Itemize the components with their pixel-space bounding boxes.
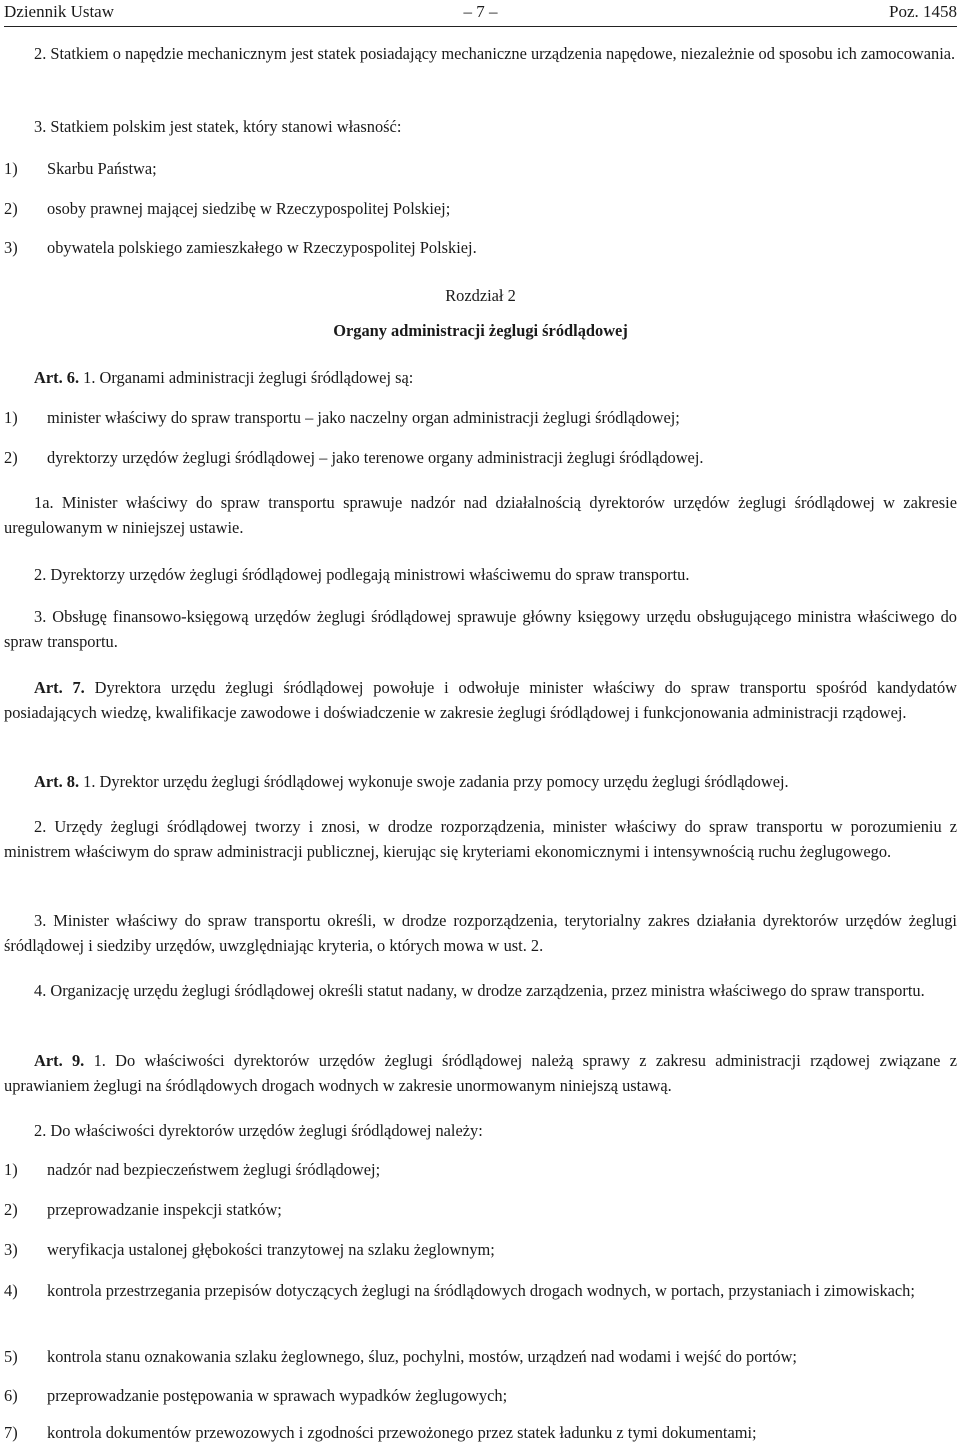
list-item-text: przeprowadzanie postępowania w sprawach wypadków żeglugowych; xyxy=(47,1386,508,1405)
article-text: 1. Do właściwości dyrektorów urzędów żeglugi śródlądowej należą sprawy z zakresu administracji rządowej związane z uprawianiem żeglugi na śródlądowych drogach wodnych w zakresie unormowanym niniejszą ustawą. xyxy=(4,1051,957,1095)
list-item-text: osoby prawnej mającej siedzibę w Rzeczypospolitej Polskiej; xyxy=(47,199,451,218)
list-item-text: nadzór nad bezpieczeństwem żeglugi śródlądowej; xyxy=(47,1160,381,1179)
article-text: Dyrektora urzędu żeglugi śródlądowej powołuje i odwołuje minister właściwy do spraw transportu spośród kandydatów posiadających wiedzę, kwalifikacje zawodowe i doświadczenie w zakresie żeglugi śródlądowej i funkcjonowania administracji rządowej. xyxy=(4,678,958,722)
journal-title: Dziennik Ustaw xyxy=(4,2,115,21)
article-6-intro xyxy=(4,366,957,391)
article-8-paragraph-1 xyxy=(4,770,957,795)
list-item-number: 3) xyxy=(4,238,18,257)
paragraph-3: 3. Obsługę finansowo-księgową urzędów żeglugi śródlądowej sprawuje główny księgowy urzędu obsługującego ministra właściwego do spraw transportu. xyxy=(4,607,957,651)
article-9-paragraph-1 xyxy=(4,1049,957,1098)
article-8-paragraph-3: 3. Minister właściwy do spraw transportu określi, w drodze rozporządzenia, terytorialny zakres działania dyrektorów urzędów żeglugi śródlądowej i siedziby urzędów, uwzględniając kryteria, o których mowa w ust. 2. xyxy=(4,911,957,955)
article-7 xyxy=(4,676,957,725)
list-item-text: Skarbu Państwa; xyxy=(47,159,157,178)
list-item-number: 6) xyxy=(4,1386,18,1405)
list-item-text: minister właściwy do spraw transportu – jako naczelny organ administracji żeglugi śródlądowej; xyxy=(47,408,680,427)
list-item-number: 3) xyxy=(4,1240,18,1259)
article-label: Art. 6. xyxy=(34,368,80,387)
paragraph-1a: 1a. Minister właściwy do spraw transportu sprawuje nadzór nad działalnością dyrektorów urzędów żeglugi śródlądowej w zakresie uregulowanym w niniejszej ustawie. xyxy=(4,493,957,537)
page-header xyxy=(4,0,957,27)
article-text: 1. Dyrektor urzędu żeglugi śródlądowej wykonuje swoje zadania przy pomocy urzędu żeglugi śródlądowej. xyxy=(79,772,789,791)
list-item-text: kontrola dokumentów przewozowych i zgodności przewożonego przez statek ładunku z tymi dokumentami; xyxy=(47,1423,757,1442)
list-item-text: przeprowadzanie inspekcji statków; xyxy=(47,1200,282,1219)
list-item-number: 2) xyxy=(4,1200,18,1219)
article-9-paragraph-2: 2. Do właściwości dyrektorów urzędów żeglugi śródlądowej należy: xyxy=(34,1121,483,1140)
article-8-paragraph-4: 4. Organizację urzędu żeglugi śródlądowej określi statut nadany, w drodze zarządzenia, przez ministra właściwego do spraw transportu. xyxy=(34,981,925,1000)
list-item-text: dyrektorzy urzędów żeglugi śródlądowej – jako terenowe organy administracji żeglugi śródlądowej. xyxy=(47,448,704,467)
paragraph-statek-polski: 3. Statkiem polskim jest statek, który stanowi własność: xyxy=(34,117,402,136)
list-item-number: 2) xyxy=(4,448,18,467)
paragraph-2: 2. Dyrektorzy urzędów żeglugi śródlądowej podlegają ministrowi właściwemu do spraw transportu. xyxy=(34,565,690,584)
paragraph-statek-mechaniczny: 2. Statkiem o napędzie mechanicznym jest statek posiadający mechaniczne urządzenia napędowe, niezależnie od sposobu ich zamocowania. xyxy=(34,44,956,63)
list-item-number: 4) xyxy=(4,1281,18,1300)
article-label: Art. 8. xyxy=(34,772,80,791)
list-item-text: kontrola stanu oznakowania szlaku żeglownego, śluz, pochylni, mostów, urządzeń nad wodami i wejść do portów; xyxy=(47,1347,797,1366)
list-item-number: 1) xyxy=(4,1160,18,1179)
article-8-paragraph-2: 2. Urzędy żeglugi śródlądowej tworzy i znosi, w drodze rozporządzenia, minister właściwy do spraw transportu w porozumieniu z ministrem właściwym do spraw administracji publicznej, kierując się kryteriami ekonomicznymi i intensywnością ruchu żeglugowego. xyxy=(4,817,957,861)
page-number: – 7 – xyxy=(463,2,498,21)
list-item-number: 1) xyxy=(4,159,18,178)
list-item-number: 7) xyxy=(4,1423,18,1442)
list-item-text: kontrola przestrzegania przepisów dotyczących żeglugi na śródlądowych drogach wodnych, w portach, przystaniach i zimowiskach; xyxy=(47,1281,915,1300)
list-item-number: 2) xyxy=(4,199,18,218)
position-number: Poz. 1458 xyxy=(889,2,957,21)
list-item-number: 1) xyxy=(4,408,18,427)
chapter-title: Organy administracji żeglugi śródlądowej xyxy=(333,321,628,340)
article-label: Art. 9. xyxy=(34,1051,85,1070)
article-text: 1. Organami administracji żeglugi śródlądowej są: xyxy=(79,368,414,387)
list-item-text: obywatela polskiego zamieszkałego w Rzeczypospolitej Polskiej. xyxy=(47,238,477,257)
list-item-number: 5) xyxy=(4,1347,18,1366)
article-label: Art. 7. xyxy=(34,678,85,697)
list-item-text: weryfikacja ustalonej głębokości tranzytowej na szlaku żeglownym; xyxy=(47,1240,495,1259)
chapter-number: Rozdział 2 xyxy=(445,286,516,305)
